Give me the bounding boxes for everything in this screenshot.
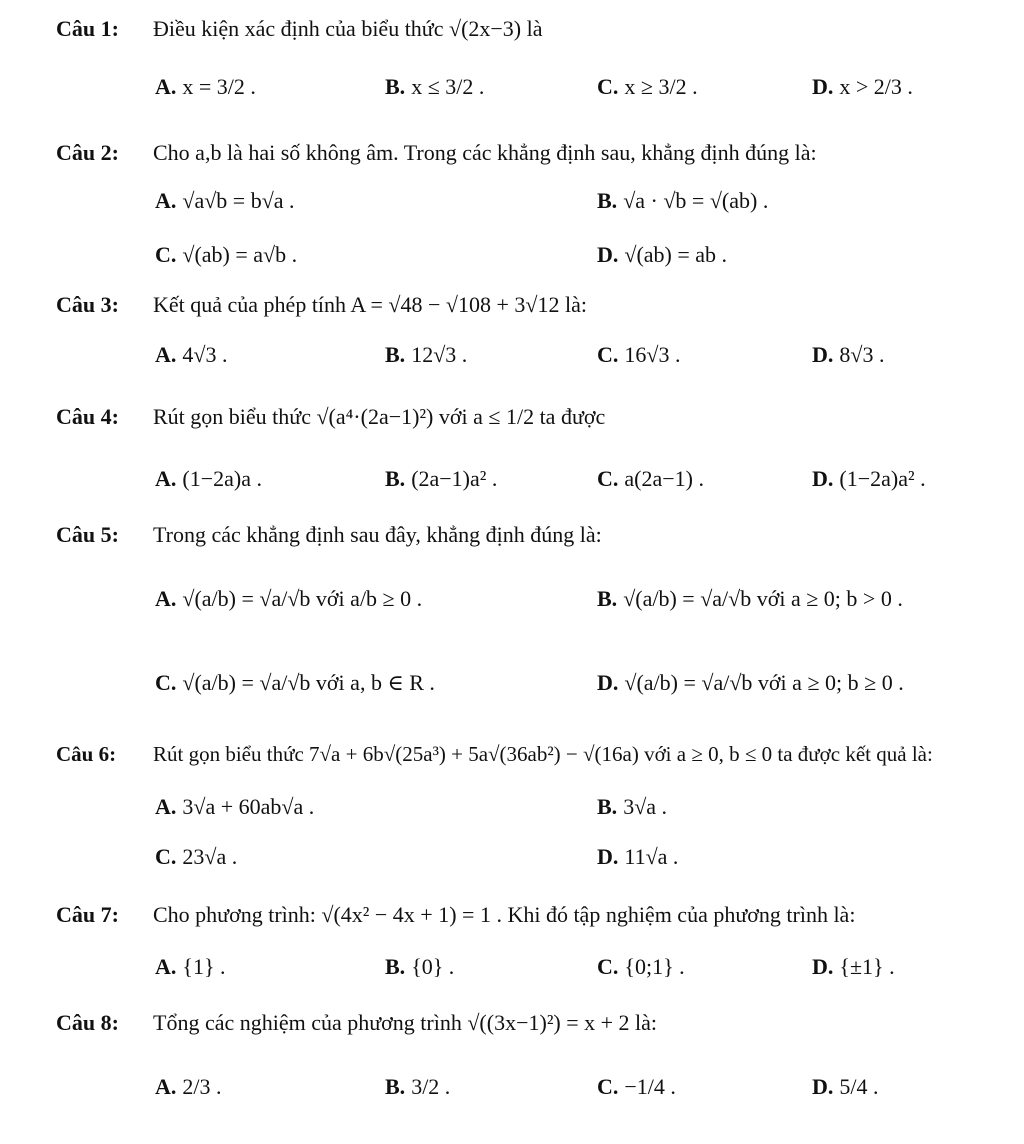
- question-3: [56, 292, 1016, 318]
- option-d: D. 5/4 .: [812, 1074, 879, 1099]
- question-6: [56, 742, 1016, 767]
- option-d: D. 11√a .: [597, 844, 679, 869]
- question-text: Cho a,b là hai số không âm. Trong các khẳng định sau, khẳng định đúng là:: [153, 140, 817, 165]
- question-8: [56, 1010, 1016, 1036]
- option-c: C. −1/4 .: [597, 1074, 676, 1099]
- question-text: Rút gọn biểu thức 7√a + 6b√(25a³) + 5a√(36ab²) − √(16a) với a ≥ 0, b ≤ 0 ta được kết quả là:: [153, 742, 933, 766]
- option-b: B. (2a−1)a² .: [385, 466, 498, 491]
- option-d: D. {±1} .: [812, 954, 895, 979]
- question-text: Trong các khẳng định sau đây, khẳng định đúng là:: [153, 522, 602, 547]
- question-1: [56, 16, 1016, 42]
- option-a: A. {1} .: [155, 954, 226, 979]
- option-b: B. √a · √b = √(ab) .: [597, 188, 769, 213]
- question-label: Câu 1:: [56, 16, 119, 41]
- option-b: B. {0} .: [385, 954, 455, 979]
- question-text: Điều kiện xác định của biểu thức √(2x−3) là: [153, 16, 543, 41]
- option-c: C. √(ab) = a√b .: [155, 242, 298, 267]
- option-b: B. √(a/b) = √a/√b với a ≥ 0; b > 0 .: [597, 586, 903, 611]
- option-a: A. √(a/b) = √a/√b với a/b ≥ 0 .: [155, 586, 423, 611]
- option-a: A. (1−2a)a .: [155, 466, 262, 491]
- question-label: Câu 2:: [56, 140, 119, 165]
- question-label: Câu 6:: [56, 742, 117, 766]
- question-text: Tổng các nghiệm của phương trình √((3x−1)²) = x + 2 là:: [153, 1010, 658, 1035]
- option-b: B. x ≤ 3/2 .: [385, 74, 485, 99]
- option-a: A. √a√b = b√a .: [155, 188, 295, 213]
- option-b: B. 3√a .: [597, 794, 668, 819]
- option-d: D. √(ab) = ab .: [597, 242, 728, 267]
- question-label: Câu 7:: [56, 902, 119, 927]
- option-c: C. 23√a .: [155, 844, 238, 869]
- option-c: C. a(2a−1) .: [597, 466, 704, 491]
- option-a: A. 2/3 .: [155, 1074, 222, 1099]
- option-d: D. 8√3 .: [812, 342, 885, 367]
- option-d: D. x > 2/3 .: [812, 74, 913, 99]
- question-2: [56, 140, 1016, 166]
- option-a: A. 3√a + 60ab√a .: [155, 794, 315, 819]
- question-text: Cho phương trình: √(4x² − 4x + 1) = 1 . Khi đó tập nghiệm của phương trình là:: [153, 902, 856, 927]
- option-b: B. 12√3 .: [385, 342, 468, 367]
- option-c: C. x ≥ 3/2 .: [597, 74, 698, 99]
- question-label: Câu 3:: [56, 292, 119, 317]
- option-a: A. 4√3 .: [155, 342, 228, 367]
- option-c: C. {0;1} .: [597, 954, 685, 979]
- question-4: [56, 404, 1016, 430]
- question-text: Kết quả của phép tính A = √48 − √108 + 3√12 là:: [153, 292, 587, 317]
- question-5: [56, 522, 1016, 548]
- question-label: Câu 8:: [56, 1010, 119, 1035]
- option-d: D. (1−2a)a² .: [812, 466, 926, 491]
- question-label: Câu 4:: [56, 404, 119, 429]
- option-c: C. √(a/b) = √a/√b với a, b ∈ R .: [155, 670, 435, 695]
- question-text: Rút gọn biểu thức √(a⁴·(2a−1)²) với a ≤ 1/2 ta được: [153, 404, 606, 429]
- option-c: C. 16√3 .: [597, 342, 681, 367]
- option-d: D. √(a/b) = √a/√b với a ≥ 0; b ≥ 0 .: [597, 670, 904, 695]
- option-b: B. 3/2 .: [385, 1074, 451, 1099]
- question-label: Câu 5:: [56, 522, 119, 547]
- option-a: A. x = 3/2 .: [155, 74, 256, 99]
- question-7: [56, 902, 1016, 928]
